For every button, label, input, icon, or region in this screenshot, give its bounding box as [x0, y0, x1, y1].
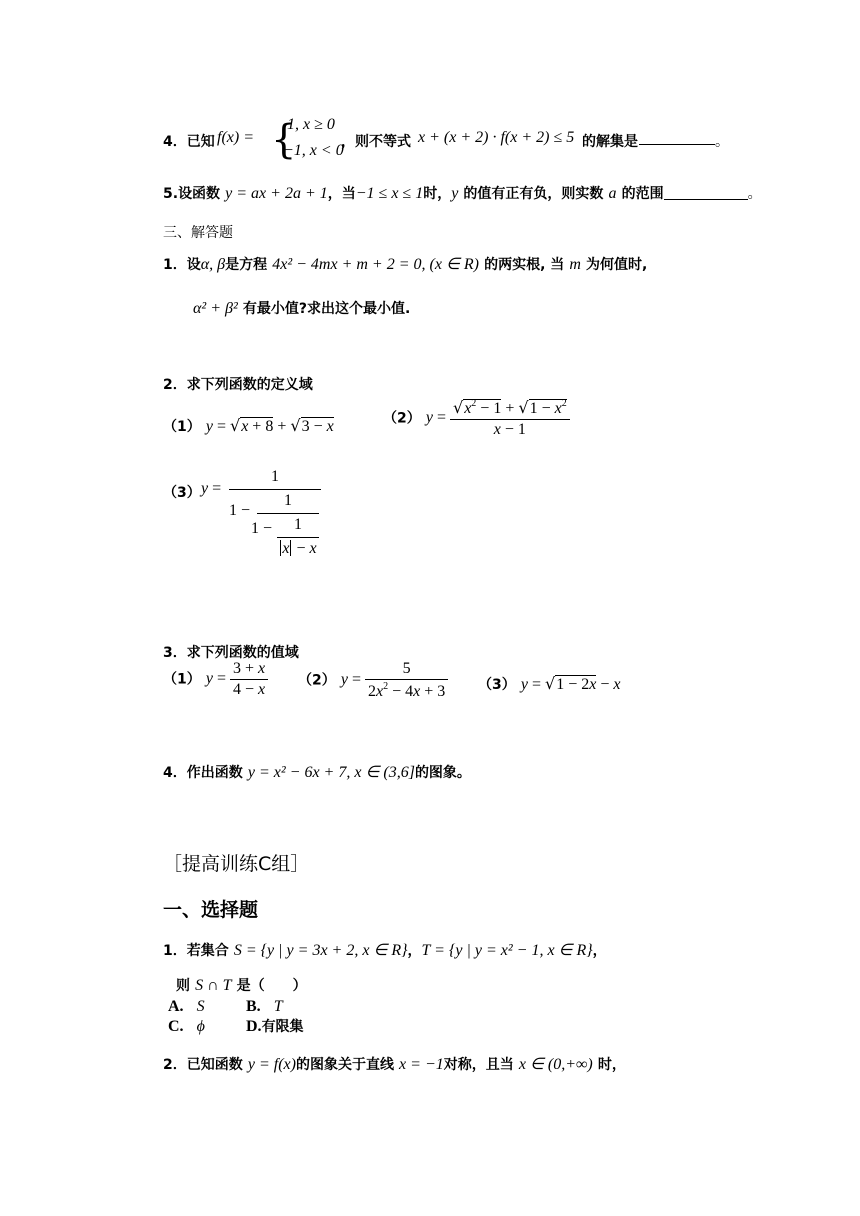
answer-question-1-line2: [193, 298, 410, 318]
question-text: 的图象关于直线: [295, 1057, 394, 1073]
question-end: 。: [715, 134, 729, 150]
brace: {: [271, 117, 297, 163]
option-label: C.: [168, 1018, 184, 1035]
fill-question-5: [163, 183, 762, 203]
part-label: （1）: [163, 419, 201, 435]
question-text: 为何值时,: [586, 257, 648, 273]
question-text: 是方程: [225, 257, 268, 273]
q3-part-3-expr: y = √1 − 2x − x: [520, 674, 621, 693]
set-t-expr: T = {y | y = x² − 1, x ∈ R}: [421, 942, 593, 959]
variable-a: a: [608, 185, 617, 202]
q3-part-2-expr: y = $\frac{5}{2x^2 - 4x + 3}$: [341, 671, 448, 688]
q3-part-1-expr: y = $\frac{3 + x}{4 - x}$: [206, 670, 268, 687]
q2-part-1-expr: y = √x + 8 + √3 − x: [205, 416, 334, 435]
condition-expr: x ∈ (0,+∞): [518, 1056, 593, 1073]
section-heading-answer: 三、解答题: [163, 225, 233, 241]
answer-question-4: [163, 762, 471, 782]
question-number: 1．设: [163, 257, 201, 273]
question-text: 设函数: [178, 186, 221, 202]
vars-alpha-beta: α, β: [200, 256, 226, 273]
question-text: 的解集是: [582, 134, 638, 150]
question-text: 时，: [597, 1057, 626, 1073]
question-text: 的值有正有负，则实数: [463, 186, 604, 202]
question-number: 4．作出函数: [163, 765, 243, 781]
question-text: 是（ ）: [236, 978, 307, 994]
answer-blank: [664, 185, 748, 200]
answer-question-1: [163, 254, 647, 274]
part-label: （3）: [163, 485, 201, 501]
question-text: 时，: [423, 186, 452, 202]
intersection-expr: S ∩ T: [195, 977, 232, 994]
question-text: 则: [176, 978, 190, 994]
part-label: （2）: [383, 410, 421, 427]
option-text: ϕ: [196, 1018, 205, 1035]
choice-option-d[interactable]: [246, 1016, 304, 1036]
group-title: ［提高训练C组］: [163, 853, 310, 875]
answer-question-2-title: 2．求下列函数的定义域: [163, 377, 313, 393]
question-number: 1．若集合: [163, 943, 229, 959]
choice-question-2: [163, 1054, 626, 1074]
question-text: ，当: [327, 186, 356, 202]
question-text: 的范围: [621, 186, 664, 202]
question-text: ，: [407, 943, 422, 959]
question-number: 2．已知函数: [163, 1057, 243, 1073]
part-label: （3）: [478, 677, 516, 693]
question-text: 有最小值?求出这个最小值.: [242, 301, 411, 317]
question-number: 4．已知: [163, 134, 215, 150]
inequality: x + (x + 2) · f(x + 2) ≤ 5: [418, 129, 575, 146]
option-label: A.: [168, 998, 184, 1015]
question-text: 的两实根, 当: [484, 257, 565, 273]
choice-question-1-line2: [176, 975, 307, 995]
question-text: ，则不等式: [341, 134, 411, 150]
q2-part-2: [383, 398, 570, 439]
q2-part-1: [163, 416, 334, 436]
piece-case-2: −1, x < 0: [283, 142, 344, 159]
q3-part-2: [298, 660, 448, 701]
option-text: T: [273, 998, 283, 1015]
condition-expr: −1 ≤ x ≤ 1: [355, 185, 424, 202]
option-label: B.: [246, 998, 261, 1015]
question-end: 。: [747, 186, 762, 202]
sum-squares-expr: α² + β²: [193, 300, 238, 317]
line-expr: x = −1: [399, 1056, 444, 1073]
choice-option-a[interactable]: [168, 996, 205, 1016]
question-text: 的图象。: [414, 765, 471, 781]
part-label: （2）: [298, 672, 336, 689]
variable-y: y: [451, 185, 459, 202]
equation: 4x² − 4mx + m + 2 = 0, (x ∈ R): [272, 256, 479, 273]
option-label: D.: [246, 1018, 262, 1035]
function-expr: y = ax + 2a + 1: [225, 185, 328, 202]
choice-option-b[interactable]: [246, 996, 283, 1016]
answer-question-3-title: 3．求下列函数的值域: [163, 645, 299, 661]
section-heading-choice: 一、选择题: [163, 899, 259, 921]
function-expr: y = x² − 6x + 7, x ∈ (3,6]: [247, 764, 415, 781]
part-label: （1）: [163, 671, 201, 688]
question-text: 对称，且当: [443, 1057, 514, 1073]
choice-question-1: [163, 940, 607, 960]
answer-blank: [639, 130, 715, 145]
question-number: 5.: [163, 186, 179, 202]
q2-part-2-expr: y = $\frac{√x^2 - 1 + √1 - x^2}{x - 1}$: [426, 409, 570, 426]
q3-part-1: [163, 660, 268, 699]
set-s-expr: S = {y | y = 3x + 2, x ∈ R}: [233, 942, 408, 959]
option-text: 有限集: [261, 1019, 304, 1035]
q3-part-3: [478, 674, 620, 694]
question-text: ，: [592, 943, 607, 959]
choice-option-c[interactable]: [168, 1016, 205, 1036]
function-def: f(x) =: [217, 129, 254, 146]
function-expr: y = f(x): [247, 1056, 296, 1073]
option-text: S: [196, 998, 205, 1015]
variable-m: m: [569, 256, 581, 273]
piece-case-1: 1, x ≥ 0: [287, 116, 335, 133]
